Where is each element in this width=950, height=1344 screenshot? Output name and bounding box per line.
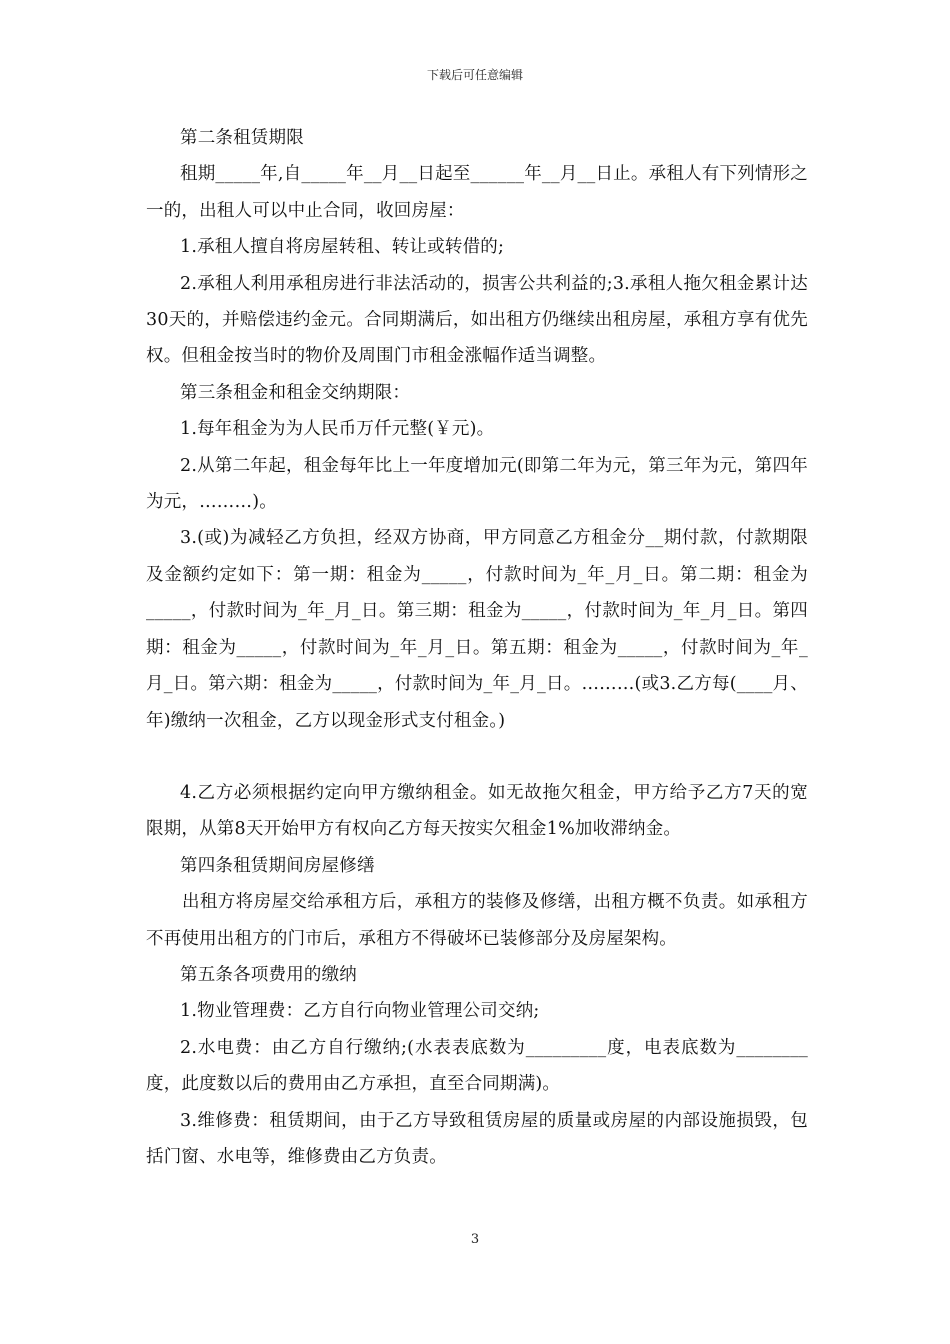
article-3-heading: 第三条租金和租金交纳期限： (180, 382, 411, 403)
repair-paragraph: 出租方将房屋交给承租方后，承租方的装修及修缮，出租方概不负责。如承租方不再使用出租方的门市后，承租方不得破坏已装修部分及房屋架构。 (146, 892, 808, 949)
rent-item-4: 4.乙方必须根据约定向甲方缴纳租金。如无故拖欠租金，甲方给予乙方7天的宽限期，从第8天开始甲方有权向乙方每天按实欠租金1%加收滞纳金。 (146, 782, 808, 840)
rent-item-3: 3.(或)为减轻乙方负担，经双方协商，甲方同意乙方租金分__期付款，付款期限及金额约定如下：第一期：租金为_____，付款时间为_年_月_日。第二期：租金为_____，付款时间为_年_月_日。第三期：租金为_____，付款时间为_年_月_日。第四期：租金为_____，付款时间为_年_月_日。第五期：租金为_____，付款时间为_年_月_日。第六期：租金为_____，付款时间为_年_月_日。………(或3.乙方每(____月、年)缴纳一次租金，乙方以现金形式支付租金。) (146, 528, 808, 731)
document-body (146, 120, 808, 1175)
fee-item-3: 3.维修费：租赁期间，由于乙方导致租赁房屋的质量或房屋的内部设施损毁，包括门窗、水电等，维修费由乙方负责。 (146, 1110, 808, 1167)
article-4-heading: 第四条租赁期间房屋修缮 (180, 855, 375, 876)
fee-item-1: 1.物业管理费：乙方自行向物业管理公司交纳; (180, 1001, 540, 1022)
fee-item-2: 2.水电费：由乙方自行缴纳;(水表表底数为_________度，电表底数为________度，此度数以后的费用由乙方承担，直至合同期满)。 (146, 1037, 808, 1095)
article-5-heading: 第五条各项费用的缴纳 (180, 964, 357, 985)
paragraph-gap (146, 739, 808, 775)
rent-item-2: 2.从第二年起，租金每年比上一年度增加元(即第二年为元，第三年为元，第四年为元，………)。 (146, 455, 808, 513)
header-note: 下载后可任意编辑 (426, 68, 523, 82)
lease-term-paragraph: 租期_____年,自_____年__月__日起至______年__月__日止。承租人有下列情形之一的，出租人可以中止合同，收回房屋： (146, 164, 808, 221)
article-2-heading: 第二条租赁期限 (180, 128, 304, 148)
termination-item-1: 1.承租人擅自将房屋转租、转让或转借的; (180, 237, 505, 258)
termination-item-2-3: 2.承租人利用承租房进行非法活动的，损害公共利益的;3.承租人拖欠租金累计达30天的，并赔偿违约金元。合同期满后，如出租方仍继续出租房屋，承租方享有优先权。但租金按当时的物价及周围门市租金涨幅作适当调整。 (146, 273, 808, 367)
rent-item-1: 1.每年租金为为人民币万仟元整(￥元)。 (180, 419, 495, 440)
page-number: 3 (470, 1232, 480, 1247)
